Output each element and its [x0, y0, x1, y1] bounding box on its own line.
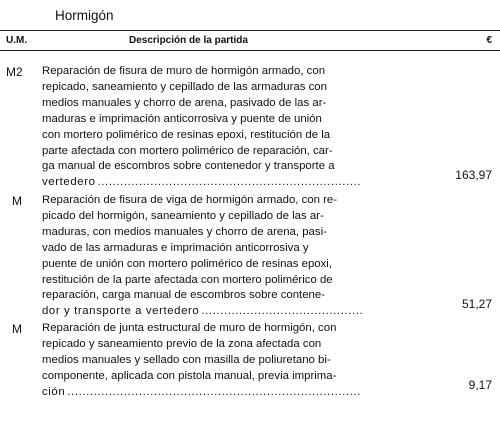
description-line: Reparación de fisura de muro de hormigón armado, con: [42, 65, 326, 77]
description-line: ga manual de escombros sobre contenedor y transporte a: [42, 160, 335, 173]
description-cell: [42, 193, 362, 320]
unit-cell: M2: [6, 65, 23, 79]
description-line: picado del hormigón, saneamiento y cepillado de las ar-: [42, 209, 324, 222]
description-cell: [42, 321, 362, 401]
price-column-header: €: [486, 35, 492, 46]
description-line: repicado y saneamiento previo de la zona afectada con: [42, 337, 322, 350]
unit-column-header: U.M.: [6, 35, 28, 46]
description-line: repicado, saneamiento y cepillado de las armaduras con: [42, 80, 327, 93]
section-title: Hormigón: [55, 8, 114, 23]
description-line: reparación, carga manual de escombros sobre contene-: [42, 289, 326, 302]
description-cell: [42, 64, 362, 191]
description-line: medios manuales y chorro de arena, pasivado de las ar-: [42, 96, 327, 109]
description-line: puente de unión con mortero polimérico de resinas epoxi,: [42, 257, 332, 270]
table-header: [0, 30, 500, 51]
description-line: vado de las armaduras e imprimación anticorrosiva y: [42, 241, 309, 254]
unit-cell: M: [12, 194, 22, 208]
description-line: Reparación de junta estructural de muro de hormigón, con: [42, 322, 337, 334]
description-column-header: Descripción de la partida: [129, 35, 248, 46]
description-line: componente, aplicada con pistola manual, previa imprima-: [42, 369, 337, 382]
description-line: con mortero polimérico de resinas epoxi, restitución de la: [42, 128, 331, 141]
description-line: maduras, con medios manuales y chorro de arena, pasi-: [42, 225, 327, 238]
price-cell: 51,27: [461, 297, 492, 311]
description-last-line: dor y transporte a vertedero .....: [42, 304, 362, 320]
price-cell: 9,17: [468, 378, 492, 392]
description-last-line: ción .....: [42, 385, 362, 401]
unit-cell: M: [12, 322, 22, 336]
description-line: Reparación de fisura de viga de hormigón armado, con re-: [42, 194, 338, 206]
description-line: parte afectada con mortero polimérico de reparación, car-: [42, 144, 333, 157]
price-cell: 163,97: [455, 168, 492, 182]
description-line: restitución de la parte afectada con mortero polimérico de: [42, 273, 333, 286]
description-line: maduras e imprimación anticorrosiva y puente de unión: [42, 112, 322, 125]
description-last-line: vertedero .....: [42, 175, 362, 191]
description-line: medios manuales y sellado con masilla de poliuretano bi-: [42, 353, 331, 366]
